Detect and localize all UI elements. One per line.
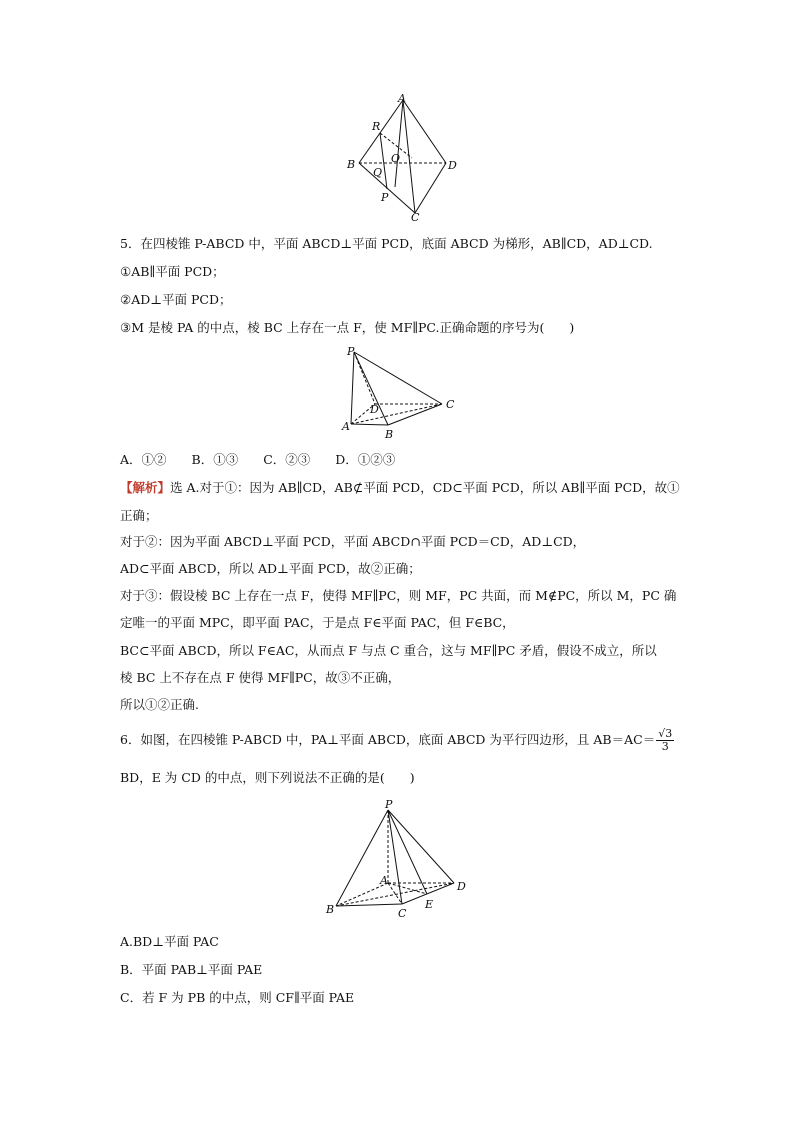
- diag-AC: [351, 404, 442, 424]
- q5-analysis-line-7: BC⊂平面 ABCD，所以 F∈AC，从而点 F 与点 C 重合，这与 MF∥PC 矛盾，假设不成立，所以: [120, 643, 657, 658]
- edge-PA: [351, 352, 354, 424]
- label-C: C: [398, 907, 407, 920]
- diag-BD: [336, 883, 454, 906]
- edge-AD: [403, 100, 446, 163]
- figure-pyramid-q6: [322, 796, 472, 922]
- q5-analysis-line-8: 棱 BC 上不存在点 F 使得 MF∥PC，故③不正确，: [120, 670, 401, 685]
- q6-option-c: C．若 F 为 PB 的中点，则 CF∥平面 PAE: [120, 990, 355, 1005]
- q5-statement-1: ①AB∥平面 PCD；: [120, 264, 225, 279]
- edge-PB: [336, 810, 388, 906]
- label-P: P: [385, 798, 393, 811]
- q5-analysis-line-1: [120, 480, 680, 496]
- edge-DC: [415, 163, 446, 213]
- figure-pyramid-q5: [338, 340, 468, 444]
- q5-options: A．①② B．①③ C．②③ D．①②③: [120, 452, 396, 467]
- label-C: C: [446, 398, 455, 411]
- edge-PD: [388, 810, 454, 883]
- label-P: P: [381, 191, 389, 204]
- label-B: B: [326, 903, 335, 916]
- label-B: B: [385, 428, 394, 441]
- label-D: D: [457, 880, 466, 893]
- label-A: A: [380, 874, 388, 887]
- q5-analysis-line-5: 对于③：假设棱 BC 上存在一点 F，使得 MF∥PC，则 MF，PC 共面，而 M∉PC，所以 M，PC 确: [120, 588, 677, 603]
- fraction-numerator: √3: [658, 727, 673, 740]
- q5-statement-3: ③M 是棱 PA 的中点，棱 BC 上存在一点 F，使 MF∥PC.正确命题的序号为( ): [120, 320, 575, 335]
- label-P: P: [347, 345, 355, 358]
- edge-PC: [354, 352, 442, 404]
- segment-RP: [380, 133, 387, 189]
- q5-analysis-line-2: 正确；: [120, 508, 158, 523]
- label-C: C: [411, 211, 420, 222]
- q5-analysis-line-3: 对于②：因为平面 ABCD⊥平面 PCD，平面 ABCD∩平面 PCD＝CD，AD⊥CD，: [120, 534, 586, 549]
- label-B: B: [347, 158, 356, 171]
- q6-stem-line-1: [120, 728, 674, 753]
- fraction-sqrt3-over-3: [656, 728, 674, 753]
- label-D: D: [448, 159, 457, 172]
- label-A: A: [398, 92, 406, 105]
- q6-stem-line-2: BD，E 为 CD 的中点，则下列说法不正确的是( ): [120, 770, 415, 785]
- label-R: R: [372, 120, 381, 133]
- edge-AC: [403, 100, 415, 213]
- analysis-text-1: 选 A.对于①：因为 AB∥CD，AB⊄平面 PCD，CD⊂平面 PCD，所以 AB∥平面 PCD，故①: [170, 480, 680, 495]
- q5-stem: 5．在四棱锥 P-ABCD 中，平面 ABCD⊥平面 PCD，底面 ABCD 为梯形，AB∥CD，AD⊥CD.: [120, 236, 653, 251]
- q6-option-b: B．平面 PAB⊥平面 PAE: [120, 962, 263, 977]
- q6-option-a: A.BD⊥平面 PAC: [120, 934, 219, 949]
- label-Q: Q: [373, 166, 383, 179]
- q5-statement-2: ②AD⊥平面 PCD；: [120, 292, 232, 307]
- fraction-denominator: 3: [661, 740, 669, 753]
- label-A: A: [342, 420, 350, 433]
- figure-tetrahedron: [340, 90, 470, 222]
- q5-analysis-line-9: 所以①②正确.: [120, 697, 199, 712]
- q6-stem-text-1: 6．如图，在四棱锥 P-ABCD 中，PA⊥平面 ABCD，底面 ABCD 为平行四边形，且 AB＝AC＝: [120, 732, 656, 747]
- label-O: O: [391, 152, 401, 165]
- q5-analysis-line-4: AD⊂平面 ABCD，所以 AD⊥平面 PCD，故②正确；: [120, 561, 421, 576]
- analysis-tag: 【解析】: [120, 480, 171, 495]
- segment-AQ: [395, 100, 403, 187]
- edge-AB: [351, 424, 388, 425]
- label-D: D: [370, 403, 379, 416]
- q5-analysis-line-6: 定唯一的平面 MPC，即平面 PAC，于是点 F∈平面 PAC，但 F∈BC，: [120, 615, 515, 630]
- label-E: E: [425, 898, 434, 911]
